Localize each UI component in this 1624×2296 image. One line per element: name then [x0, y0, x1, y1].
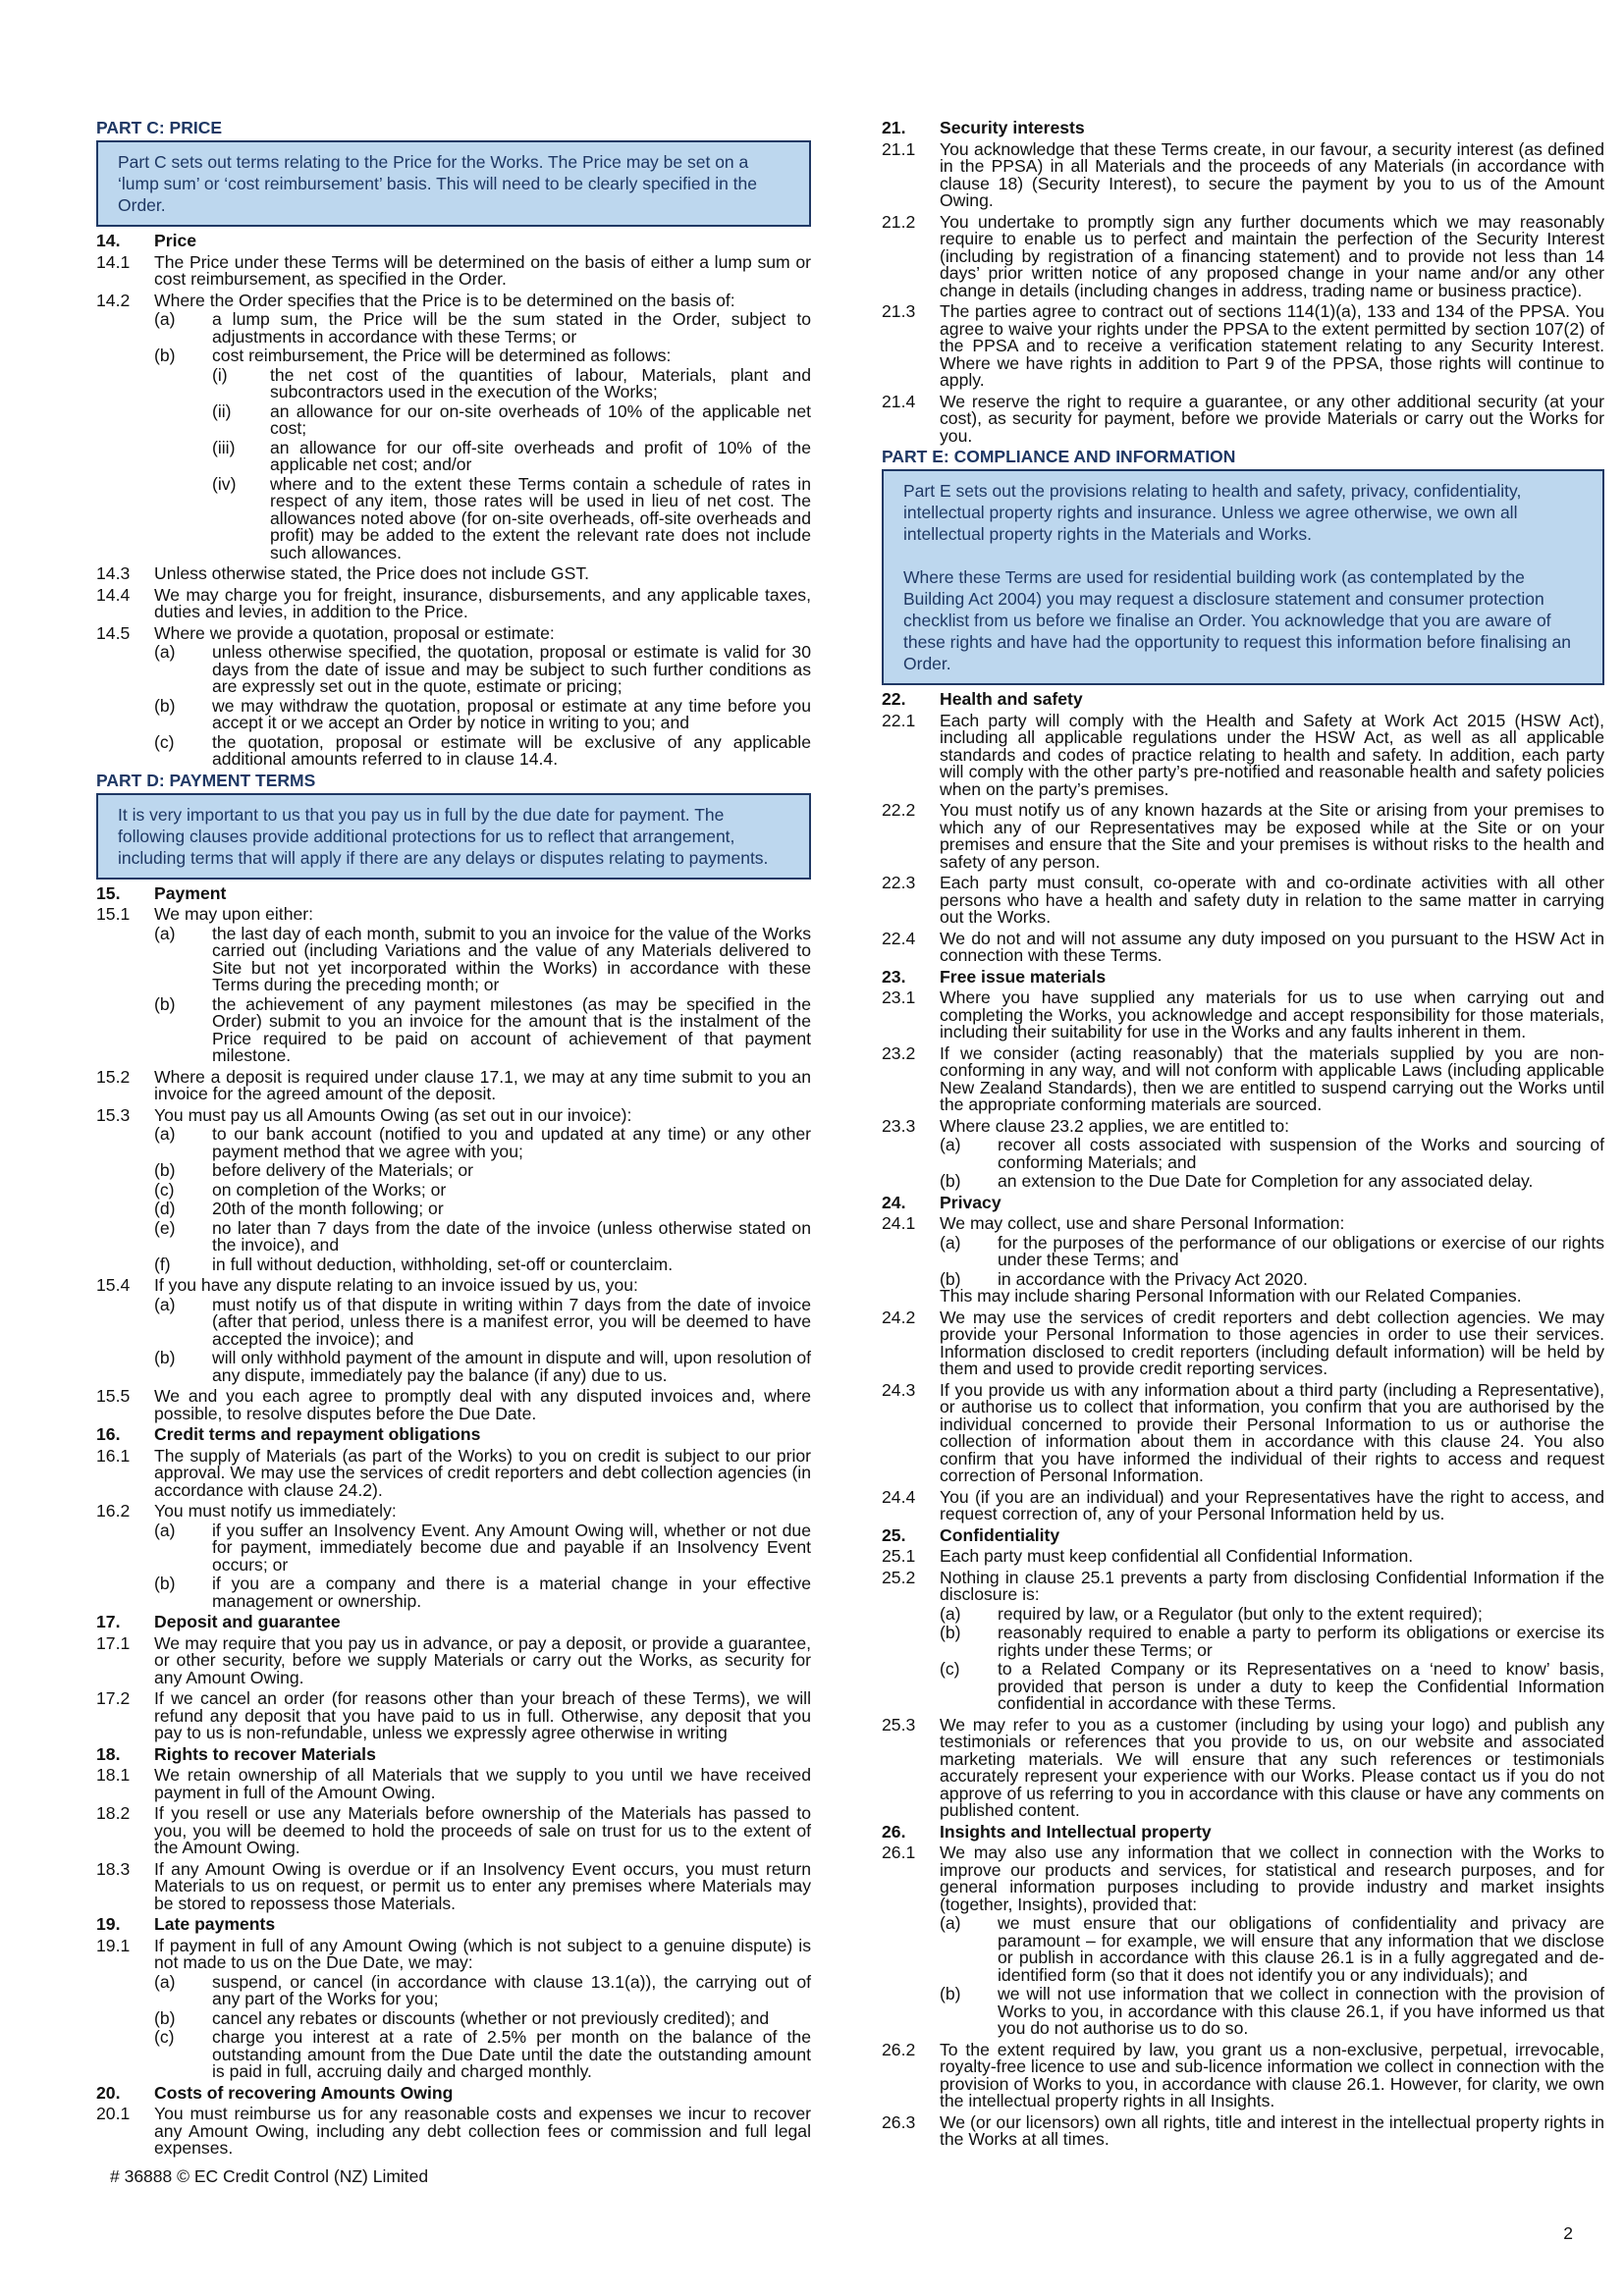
subclause — [154, 1522, 811, 1575]
subclause — [940, 1603, 1604, 1624]
subclause-text: where and to the extent these Terms contain a schedule of rates in respect of any item, those rates will be used in lieu of net cost. The allowances noted above (for on-site overheads, off-site overheads and profit) may be added to the extent the relevant rate does not include such allowances. — [270, 473, 811, 562]
clause — [96, 565, 811, 583]
clause-text: Where you have supplied any materials for us to use when carrying out and completing the Works, you acknowledge and accept responsibility for those materials, including their suitability for use in the Works and any faults inherent in them. — [940, 988, 1604, 1041]
subclause-text: for the purposes of the performance of our obligations or exercise of our rights under these Terms; and — [998, 1232, 1604, 1269]
clause — [882, 1486, 1604, 1523]
section-heading — [96, 1614, 811, 1631]
section-number: 21. — [882, 118, 906, 137]
sub-subclause — [212, 473, 811, 562]
section-number: 18. — [96, 1743, 121, 1764]
subclause-label: (a) — [154, 923, 176, 943]
section-title: Insights and Intellectual property — [940, 1821, 1212, 1842]
subclause — [154, 993, 811, 1065]
clause-text: If we consider (acting reasonably) that the materials supplied by you are non-conforming in any way, and will not conform with applicable Laws (including applicable New Zealand Standards), then we are entitled to suspend carrying out the Works until the appropriate conforming materials are sourced. — [940, 1042, 1604, 1114]
clause-number: 14.1 — [96, 251, 131, 272]
clause-text: Where clause 23.2 applies, we are entitled to: — [940, 1115, 1289, 1136]
subclause-text: to our bank account (notified to you and updated at any time) or any other payment method that we agree with you; — [212, 1124, 811, 1161]
subclause-text: in accordance with the Privacy Act 2020. — [998, 1268, 1308, 1289]
clause-text: You acknowledge that these Terms create, in our favour, a security interest (as defined in the PPSA) in all Materials and the proceeds of any Materials (in accordance with clause 18) (Security Interest), to secure the payment by you to us of the Amount Owing. — [940, 138, 1604, 210]
clause — [96, 290, 811, 310]
subclause — [154, 695, 811, 732]
clause-text: If payment in full of any Amount Owing (which is not subject to a genuine dispute) is not made to us on the Due Date, we may: — [154, 1935, 811, 1972]
part-summary-box — [96, 793, 811, 880]
clause-number: 26.2 — [882, 2039, 916, 2059]
clause-text: We reserve the right to require a guarantee, or any other additional security (at your cost), as security for payment, before we provide Materials or carry out the Works for you. — [940, 391, 1604, 446]
clause-text: We do not and will not assume any duty imposed on you pursuant to the HSW Act in connection with these Terms. — [940, 928, 1604, 965]
section-number: 26. — [882, 1821, 906, 1842]
section-heading — [882, 691, 1604, 709]
clause-number: 22.1 — [882, 710, 916, 730]
subclause-label: (c) — [154, 2027, 175, 2047]
subclause-label: (b) — [154, 346, 176, 365]
section-number: 19. — [96, 1914, 121, 1934]
subclause-label: (f) — [154, 1254, 171, 1274]
clause — [882, 1379, 1604, 1485]
section-heading — [96, 2082, 811, 2103]
clause — [96, 1066, 811, 1103]
subclause-text: if you suffer an Insolvency Event. Any Amount Owing will, whether or not due for payment, immediately become due and payable if an Insolvency Event occurs; or — [212, 1520, 811, 1575]
section-title: Late payments — [154, 1914, 276, 1934]
clause-number: 14.2 — [96, 290, 131, 310]
subclause-label: (b) — [154, 695, 176, 716]
section-title: Free issue materials — [940, 966, 1107, 987]
clause — [882, 1309, 1604, 1378]
subclause-text: in full without deduction, withholding, set-off or counterclaim. — [212, 1254, 674, 1274]
section-heading — [96, 1916, 811, 1934]
subclause-label: (a) — [940, 1135, 961, 1154]
subclause-label: (a) — [154, 1294, 176, 1314]
clause-number: 23.1 — [882, 988, 916, 1007]
subclause-text: to a Related Company or its Representatives on a ‘need to know’ basis, provided that person is under a duty to keep the Confidential Information confidential in accordance with these Terms. — [998, 1659, 1604, 1713]
subclause-text: no later than 7 days from the date of the invoice (unless otherwise stated on the invoice), and — [212, 1217, 811, 1255]
clause — [96, 1935, 811, 1972]
clause-number: 22.4 — [882, 928, 916, 948]
clause — [882, 802, 1604, 871]
clause — [96, 1445, 811, 1500]
clause — [96, 906, 811, 924]
summary-paragraph: Where these Terms are used for residential building work (as contemplated by the Building Act 2004) you may request a disclosure statement and consumer protection checklist from us before we finalise an Order. You acknowledge that you are aware of these rights and have had the opportunity to request this information before finalising an Order. — [903, 567, 1572, 673]
clause-number: 18.2 — [96, 1803, 131, 1823]
subclause-label: (c) — [154, 1179, 175, 1200]
clause-note: This may include sharing Personal Information with our Related Companies. — [940, 1286, 1522, 1306]
clause-text: You must pay us all Amounts Owing (as set out in our invoice): — [154, 1104, 632, 1125]
clause-text: If you have any dispute relating to an invoice issued by us, you: — [154, 1275, 638, 1295]
clause-text: We and you each agree to promptly deal with any disputed invoices and, where possible, to resolve disputes before the Due Date. — [154, 1386, 811, 1423]
subclause-label: (b) — [940, 1984, 961, 2003]
clause — [96, 1632, 811, 1687]
clause — [96, 1767, 811, 1801]
subclause-text: a lump sum, the Price will be the sum stated in the Order, subject to adjustments in accordance with these Terms; or — [212, 309, 811, 347]
subclause — [154, 1217, 811, 1255]
clause-text: We may upon either: — [154, 904, 314, 924]
section-number: 20. — [96, 2082, 121, 2103]
clause-text: If you provide us with any information about a third party (including a Representative), or authorise us to collect that information, you confirm that you are authorised by the individual concerned to provide their Personal Information to us or authorise the collection of information about them in accordance with this clause 24. You also confirm that you have informed the individual of their rights to access and request correction of Personal Information. — [940, 1379, 1604, 1485]
clause-text: We may use the services of credit reporters and debt collection agencies. We may provide your Personal Information to those agencies in order to use their services. Information disclosed to credit reporters (including default information) will be held by them and used to provide credit reporting services. — [940, 1307, 1604, 1378]
subclause-text: the net cost of the quantities of labour, Materials, plant and subcontractors used in the execution of the Works; — [270, 364, 811, 401]
subclause-label: (a) — [940, 1913, 961, 1933]
section-title: Price — [154, 231, 197, 250]
clause-number: 25.3 — [882, 1714, 916, 1735]
subclause-label: (b) — [154, 1348, 176, 1367]
clause-text: You must reimburse us for any reasonable costs and expenses we incur to recover any Amount Owing, including any debt collection fees or commission and full legal expenses. — [154, 2104, 811, 2158]
subclause — [940, 1986, 1604, 2038]
sub-subclause — [212, 437, 811, 474]
subclause-label: (iii) — [212, 437, 236, 457]
section-title: Costs of recovering Amounts Owing — [154, 2082, 454, 2103]
subclause-text: the last day of each month, submit to you an invoice for the value of the Works carried out (including Variations and the value of any Materials delivered to Site but not yet incorporated within the Works) in accordance with these Terms during the preceding month; or — [212, 923, 811, 994]
subclause-text: we will not use information that we collect in connection with the provision of Works to you, in accordance with this clause 26.1, if you have informed us that you do not authorise us to do so. — [998, 1984, 1604, 2038]
section-number: 14. — [96, 231, 121, 250]
clause-number: 23.3 — [882, 1115, 916, 1136]
clause-text: We retain ownership of all Materials that we supply to you until we have received payment in full of the Amount Owing. — [154, 1765, 811, 1802]
summary-paragraph: Part C sets out terms relating to the Price for the Works. The Price may be set on a ‘lump sum’ or ‘cost reimbursement’ basis. This will need to be clearly specified in the Order. — [118, 152, 758, 215]
subclause-text: we may withdraw the quotation, proposal or estimate at any time before you accept it or we accept an Order by notice in writing to you; and — [212, 695, 811, 732]
section-number: 22. — [882, 689, 906, 709]
clause-text: You must notify us of any known hazards at the Site or arising from your premises to which any of our Representatives may be exposed while at the Site or on your premises and ensure that the Site and your premises is without risks to the health and safety of any person. — [940, 800, 1604, 872]
subclause-label: (b) — [940, 1623, 961, 1642]
clause-number: 15.5 — [96, 1386, 131, 1406]
footer-copyright: # 36888 © EC Credit Control (NZ) Limited — [110, 2166, 429, 2186]
clause — [96, 1503, 811, 1521]
subclause — [940, 1232, 1604, 1269]
subclause — [154, 1201, 811, 1218]
clause-number: 15.1 — [96, 904, 131, 924]
clause-number: 25.1 — [882, 1546, 916, 1566]
clause-number: 26.3 — [882, 2111, 916, 2132]
clause-number: 21.2 — [882, 211, 916, 232]
clause-text: Nothing in clause 25.1 prevents a party from disclosing Confidential Information if the disclosure is: — [940, 1567, 1604, 1604]
subclause — [154, 347, 811, 365]
section-heading — [96, 1426, 811, 1444]
clause — [882, 1042, 1604, 1114]
clause-number: 25.2 — [882, 1567, 916, 1587]
clause-number: 23.2 — [882, 1042, 916, 1063]
subclause-text: will only withhold payment of the amount in dispute and will, upon resolution of any dispute, immediately pay the balance (if any) due to us. — [212, 1348, 811, 1385]
clause — [96, 1805, 811, 1857]
subclause — [940, 1173, 1604, 1191]
part-heading: PART D: PAYMENT TERMS — [96, 770, 316, 790]
clause-number: 24.2 — [882, 1307, 916, 1327]
subclause-label: (b) — [940, 1268, 961, 1289]
part-heading: PART C: PRICE — [96, 118, 223, 137]
subclause-text: recover all costs associated with suspension of the Works and sourcing of conforming Materials; and — [998, 1135, 1604, 1172]
section-number: 24. — [882, 1192, 906, 1212]
clause-number: 16.2 — [96, 1501, 131, 1521]
clause-number: 17.2 — [96, 1688, 131, 1708]
subclause — [154, 1294, 811, 1349]
subclause-text: an extension to the Due Date for Completion for any associated delay. — [998, 1171, 1534, 1191]
subclause — [154, 1126, 811, 1160]
clause — [882, 1115, 1604, 1136]
clause-number: 22.3 — [882, 873, 916, 892]
section-title: Deposit and guarantee — [154, 1612, 341, 1631]
subclause — [940, 1915, 1604, 1984]
subclause-label: (a) — [940, 1603, 961, 1624]
section-heading — [882, 1524, 1604, 1545]
section-heading — [882, 1821, 1604, 1842]
clause-number: 17.1 — [96, 1632, 131, 1653]
clause — [96, 1104, 811, 1125]
subclause-text: an allowance for our on-site overheads of 10% of the applicable net cost; — [270, 400, 811, 438]
clause-number: 24.3 — [882, 1379, 916, 1400]
subclause-label: (a) — [154, 1124, 176, 1144]
clause — [882, 138, 1604, 210]
clause-text: The Price under these Terms will be determined on the basis of either a lump sum or cost reimbursement, as specified in the Order. — [154, 251, 811, 289]
left-column — [96, 116, 811, 2158]
section-number: 17. — [96, 1612, 121, 1631]
part-summary-box — [96, 140, 811, 227]
clause-text: We may collect, use and share Personal Information: — [940, 1213, 1345, 1233]
clause — [882, 1714, 1604, 1820]
section-heading — [96, 882, 811, 903]
subclause — [940, 1137, 1604, 1171]
subclause-label: (b) — [940, 1171, 961, 1191]
clause-number: 21.1 — [882, 138, 916, 159]
subclause-label: (b) — [154, 993, 176, 1014]
sub-subclause — [212, 400, 811, 438]
section-heading — [96, 233, 811, 250]
subclause-label: (b) — [154, 2007, 176, 2028]
clause-text: Each party must keep confidential all Confidential Information. — [940, 1546, 1414, 1566]
subclause-label: (a) — [154, 642, 176, 662]
subclause — [154, 1256, 811, 1274]
part-summary-box — [882, 469, 1604, 685]
subclause-text: charge you interest at a rate of 2.5% per month on the balance of the outstanding amount from the Due Date until the date the outstanding amount is paid in full, accruing daily and charged monthly. — [212, 2027, 811, 2081]
subclause — [154, 1350, 811, 1384]
clause-text: If we cancel an order (for reasons other than your breach of these Terms), we will refund any deposit that you have paid to us in full. Otherwise, any deposit that you pay to us is non-refundable, unless we expressly agree otherwise in writing — [154, 1688, 811, 1742]
clause — [882, 989, 1604, 1041]
clause — [882, 875, 1604, 927]
clause-text: Where a deposit is required under clause 17.1, we may at any time submit to you an invoice for the agreed amount of the deposit. — [154, 1066, 811, 1103]
summary-paragraph: Part E sets out the provisions relating to health and safety, privacy, confidentiality, intellectual property rights and insurance. Unless we agree otherwise, we own all intellectual property rights in the Materials and Works. — [903, 481, 1522, 544]
subclause — [154, 1179, 811, 1200]
clause-number: 14.5 — [96, 622, 131, 643]
clause-number: 24.4 — [882, 1486, 916, 1507]
section-heading — [882, 120, 1604, 137]
clause-text: To the extent required by law, you grant us a non-exclusive, perpetual, irrevocable, royalty-free licence to use and sub-licence information we collect in connection with the provision of Works to you, in accordance with clause 26.1. However, for clarity, we own the intellectual property rights in all Insights. — [940, 2039, 1604, 2110]
clause-text: Each party will comply with the Health and Safety at Work Act 2015 (HSW Act), including all applicable regulations under the HSW Act, as well as all applicable standards and codes of practice relating to health and safety. In addition, each party will comply with the other party’s pre-notified and reasonable health and safety policies when on the party’s premises. — [940, 710, 1604, 799]
clause-text: The supply of Materials (as part of the Works) to you on credit is subject to our prior approval. We may use the services of credit reporters and debt collection agencies (in accordance with clause 24.2). — [154, 1445, 811, 1500]
subclause-label: (i) — [212, 364, 228, 385]
clause — [882, 211, 1604, 300]
clause-number: 19.1 — [96, 1935, 131, 1955]
sub-subclause — [212, 364, 811, 401]
clause-number: 22.2 — [882, 800, 916, 820]
subclause — [940, 1661, 1604, 1713]
clause — [96, 251, 811, 289]
subclause-text: 20th of the month following; or — [212, 1199, 444, 1218]
subclause-text: on completion of the Works; or — [212, 1179, 447, 1200]
clause-number: 20.1 — [96, 2104, 131, 2123]
clause — [882, 1567, 1604, 1604]
clause-number: 14.4 — [96, 584, 131, 605]
subclause-label: (a) — [154, 1520, 176, 1540]
subclause-text: the achievement of any payment milestones (as may be specified in the Order) submit to you an invoice for the amount that is the instalment of the Price required to be paid on account of achievement of that payment milestone. — [212, 993, 811, 1065]
section-title: Privacy — [940, 1192, 1001, 1212]
clause — [882, 391, 1604, 446]
clause-text: We may require that you pay us in advance, or pay a deposit, or provide a guarantee, or other security, before we supply Materials or carry out the Works, as security for any Amount Owing. — [154, 1632, 811, 1687]
clause-text: We (or our licensors) own all rights, title and interest in the intellectual property rights in the Works at all times. — [940, 2111, 1604, 2149]
subclause-label: (c) — [940, 1659, 960, 1679]
subclause — [154, 1162, 811, 1180]
section-heading — [882, 1192, 1604, 1212]
subclause-text: cancel any rebates or discounts (whether or not previously credited); and — [212, 2007, 770, 2028]
section-heading — [882, 966, 1604, 987]
subclause — [154, 1575, 811, 1610]
subclause-label: (a) — [154, 309, 176, 329]
clause — [882, 2111, 1604, 2149]
section-title: Confidentiality — [940, 1524, 1060, 1545]
clause — [96, 622, 811, 643]
clause-number: 21.3 — [882, 301, 916, 321]
subclause-label: (c) — [154, 731, 175, 752]
subclause — [154, 311, 811, 346]
subclause-label: (iv) — [212, 473, 237, 494]
subclause — [940, 1625, 1604, 1659]
clause-text: We may also use any information that we collect in connection with the Works to improve our products and services, for statistical and research purposes, and for general information purposes including to provide industry and market insights (together, Insights), provided that: — [940, 1842, 1604, 1914]
clause-number: 18.1 — [96, 1765, 131, 1785]
subclause — [154, 731, 811, 769]
clause-number: 16.1 — [96, 1445, 131, 1466]
subclause-text: we must ensure that our obligations of confidentiality and privacy are paramount – for example, we will ensure that any information that we disclose or publish in accordance with this clause 26.1 is in a fully aggregated and de-identified form (so that it does not identify you or any individuals); and — [998, 1913, 1604, 1985]
subclause-text: required by law, or a Regulator (but only to the extent required); — [998, 1603, 1483, 1624]
clause-number: 15.2 — [96, 1066, 131, 1087]
subclause-text: cost reimbursement, the Price will be determined as follows: — [212, 346, 672, 365]
clause-text: We may charge you for freight, insurance, disbursements, and any applicable taxes, duties and levies, in addition to the Price. — [154, 584, 811, 621]
subclause-label: (d) — [154, 1199, 176, 1218]
subclause-text: reasonably required to enable a party to perform its obligations or exercise its rights under these Terms; or — [998, 1623, 1604, 1660]
clause — [96, 1277, 811, 1295]
clause — [882, 1548, 1604, 1566]
clause — [882, 2039, 1604, 2110]
subclause-text: the quotation, proposal or estimate will be exclusive of any applicable additional amounts referred to in clause 14.4. — [212, 731, 811, 769]
subclause-label: (e) — [154, 1217, 176, 1238]
right-column — [882, 116, 1604, 2149]
clause-text: You (if you are an individual) and your Representatives have the right to access, and request correction of, any of your Personal Information held by us. — [940, 1486, 1604, 1523]
subclause — [154, 1971, 811, 2008]
clause-text: We may refer to you as a customer (including by using your logo) and publish any testimonials or references that you provide to us, on our website and associated marketing materials. We will ensure that any such references or testimonials accurately represent your experience with our Works. Please contact us if you do not approve of us referring to you in accordance with this clause or have any comments on published content. — [940, 1714, 1604, 1820]
subclause-label: (a) — [940, 1232, 961, 1253]
clause-number: 14.3 — [96, 563, 131, 583]
part-heading: PART E: COMPLIANCE AND INFORMATION — [882, 447, 1236, 466]
subclause — [154, 644, 811, 696]
subclause — [154, 2007, 811, 2028]
clause — [882, 928, 1604, 965]
clause-text: Each party must consult, co-operate with and co-ordinate activities with all other persons who have a health and safety duty in relation to the same matter in carrying out the Works. — [940, 873, 1604, 927]
page-number: 2 — [1563, 2223, 1573, 2243]
clause-text: If you resell or use any Materials before ownership of the Materials has passed to you, you will be deemed to hold the proceeds of sale on trust for us to the extent of the Amount Owing. — [154, 1803, 811, 1857]
subclause — [154, 2029, 811, 2081]
clause-text: Unless otherwise stated, the Price does not include GST. — [154, 563, 590, 583]
section-number: 16. — [96, 1424, 121, 1444]
subclause-text: must notify us of that dispute in writing within 7 days from the date of invoice (after that period, unless there is a manifest error, you will be deemed to have accepted the invoice); and — [212, 1294, 811, 1349]
subclause-text: suspend, or cancel (in accordance with clause 13.1(a)), the carrying out of any part of the Works for you; — [212, 1971, 811, 2008]
subclause-text: if you are a company and there is a material change in your effective management or ownership. — [212, 1574, 811, 1611]
subclause-text: an allowance for our off-site overheads and profit of 10% of the applicable net cost; and/or — [270, 437, 811, 474]
clause-number: 26.1 — [882, 1842, 916, 1862]
section-heading — [96, 1743, 811, 1764]
subclause-label: (b) — [154, 1574, 176, 1593]
section-number: 25. — [882, 1524, 906, 1545]
clause — [882, 710, 1604, 799]
clause-text: Where the Order specifies that the Price is to be determined on the basis of: — [154, 290, 735, 310]
section-number: 15. — [96, 882, 121, 903]
clause-text: You undertake to promptly sign any further documents which we may reasonably require to enable us to perfect and maintain the perfection of the Security Interest (including by registration of a financing statement) and to provide not less than 14 days’ prior written notice of any proposed change in your name and/or any other change in details (including changes in address, trading name or business practice). — [940, 211, 1604, 300]
clause-number: 21.4 — [882, 391, 916, 411]
subclause-label: (ii) — [212, 400, 232, 421]
summary-paragraph: It is very important to us that you pay us in full by the due date for payment. The following clauses provide additional protections for us to reflect that arrangement, including terms that will apply if there are any delays or disputes relating to payments. — [118, 804, 769, 868]
clause-text: If any Amount Owing is overdue or if an Insolvency Event occurs, you must return Materials to us on request, or permit us to enter any premises where Materials may be stored to repossess those Materials. — [154, 1858, 811, 1913]
clause-number: 15.4 — [96, 1275, 131, 1295]
clause — [882, 303, 1604, 390]
section-title: Payment — [154, 882, 227, 903]
clause-number: 18.3 — [96, 1858, 131, 1879]
section-number: 23. — [882, 966, 906, 987]
clause — [882, 1844, 1604, 1913]
clause-number: 24.1 — [882, 1213, 916, 1233]
section-title: Health and safety — [940, 689, 1083, 709]
clause-text: Where we provide a quotation, proposal or estimate: — [154, 622, 555, 643]
clause — [96, 584, 811, 621]
clause — [96, 1858, 811, 1913]
subclause-label: (a) — [154, 1971, 176, 1992]
subclause — [154, 923, 811, 994]
subclause-text: unless otherwise specified, the quotation, proposal or estimate is valid for 30 days from the date of issue and may be subject to such further conditions as are expressly set out in the quote, estimate or pricing; — [212, 642, 811, 696]
clause-text: You must notify us immediately: — [154, 1501, 397, 1521]
clause — [882, 1215, 1604, 1233]
clause-number: 15.3 — [96, 1104, 131, 1125]
subclause-label: (b) — [154, 1160, 176, 1180]
section-title: Security interests — [940, 118, 1085, 137]
clause — [96, 2106, 811, 2158]
clause — [96, 1388, 811, 1422]
section-title: Rights to recover Materials — [154, 1743, 376, 1764]
clause-text: The parties agree to contract out of sections 114(1)(a), 133 and 134 of the PPSA. You agree to waive your rights under the PPSA to the extent permitted by section 107(2) of the PPSA and to receive a verification statement relating to any Security Interest. Where we have rights in addition to Part 9 of the PPSA, those rights will continue to apply. — [940, 301, 1604, 390]
clause — [96, 1690, 811, 1742]
section-title: Credit terms and repayment obligations — [154, 1424, 481, 1444]
subclause-text: before delivery of the Materials; or — [212, 1160, 473, 1180]
